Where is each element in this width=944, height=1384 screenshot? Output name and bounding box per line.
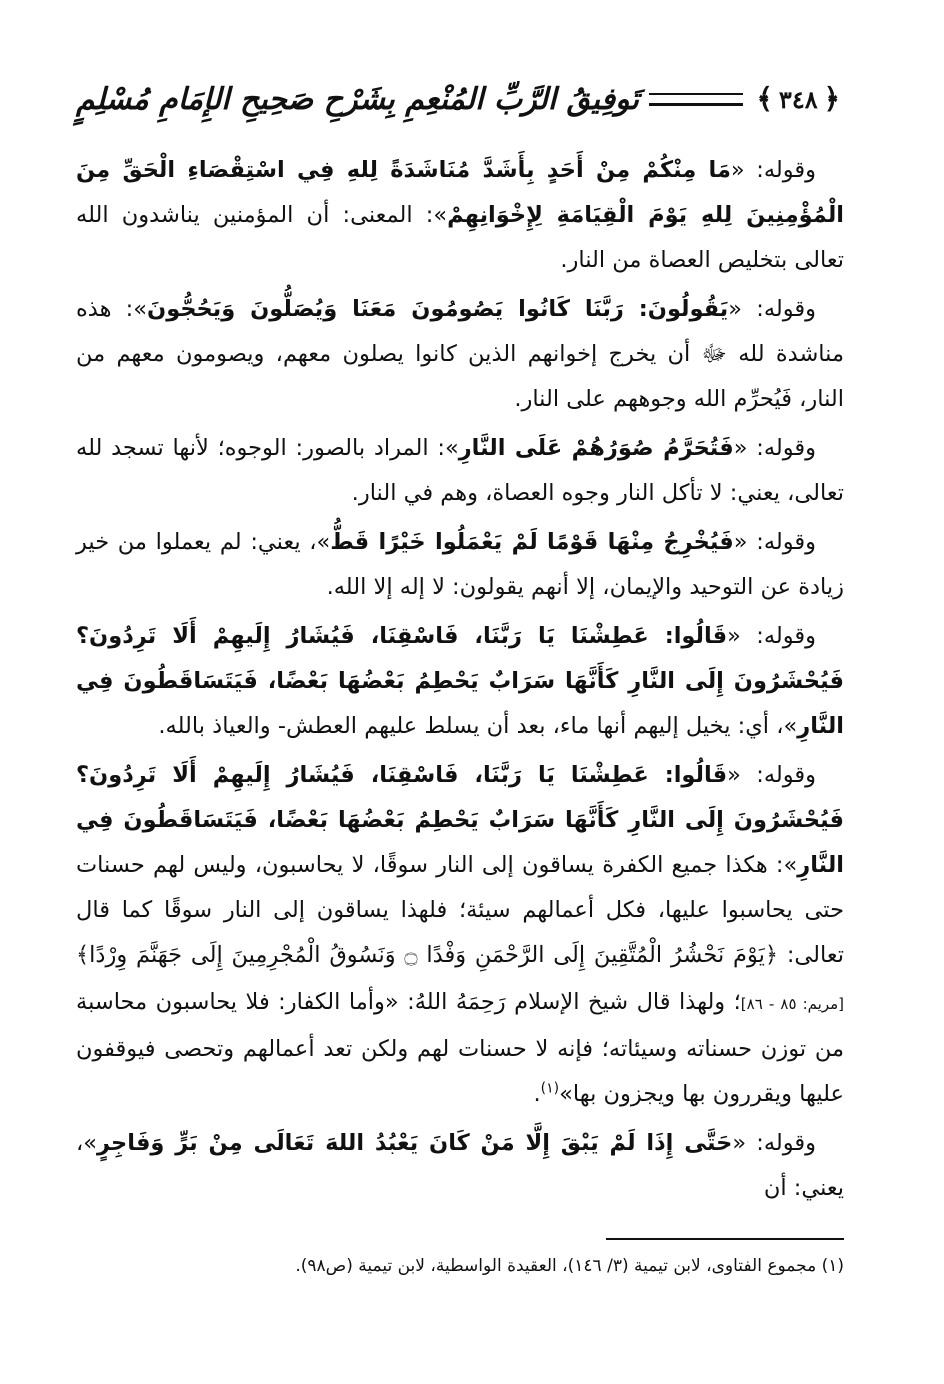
paragraph-intro: وقوله: « — [728, 296, 816, 322]
paragraph-3 — [76, 426, 844, 516]
paragraph-text: »، يعني: أن — [76, 1130, 844, 1201]
paragraph-7 — [76, 1121, 844, 1211]
ornament-left-icon: ﴾ — [756, 82, 773, 115]
quran-verse: ﴿يَوْمَ نَحْشُرُ الْمُتَّقِينَ إِلَى الرَّحْمَنِ وَفْدًا ۝ وَنَسُوقُ الْمُجْرِمِينَ إِلَى جَهَنَّمَ وِرْدًا﴾ — [76, 942, 779, 968]
paragraph-text: »: المراد بالصور: الوجوه؛ لأنها تسجد لله تعالى، يعني: لا تأكل النار وجوه العصاة، وهم في النار. — [76, 435, 844, 506]
verse-reference: [مريم: ٨٥ - ٨٦] — [740, 995, 844, 1013]
footnote-marker[interactable]: (١) — [540, 1080, 560, 1097]
paragraph-text-continued: ؛ ولهذا قال شيخ الإسلام رَحِمَهُ اللهُ: «وأما الكفار: فلا يحاسبون محاسبة من توزن حسناته وسيئاته؛ فإنه لا حسنات لهم ولكن تعد أعمالهم وتحصى فيوقفون عليها ويقررون بها ويجزون بها» — [76, 989, 844, 1107]
paragraph-end: . — [533, 1081, 541, 1107]
hadith-quote: فَيُخْرِجُ مِنْهَا قَوْمًا لَمْ يَعْمَلُوا خَيْرًا قَطُّ — [330, 529, 734, 555]
main-text — [76, 148, 844, 1215]
paragraph-intro: وقوله: « — [727, 762, 816, 788]
paragraph-text: »: هكذا جميع الكفرة يساقون إلى النار سوقًا، لا يحاسبون، وليس لهم حسنات حتى يحاسبوا عليها، فكل أعمالهم سيئة؛ فلهذا يساقون إلى النار سوقًا كما قال تعالى: — [76, 852, 844, 968]
ornament-right-icon: ﴿ — [823, 82, 840, 115]
header-rule — [649, 93, 743, 106]
hadith-quote: يَقُولُونَ: رَبَّنَا كَانُوا يَصُومُونَ مَعَنَا وَيُصَلُّونَ وَيَحُجُّونَ — [147, 296, 729, 322]
paragraph-1 — [76, 148, 844, 283]
book-page — [76, 50, 844, 1350]
paragraph-4 — [76, 520, 844, 610]
paragraph-5 — [76, 614, 844, 749]
footnote-separator — [606, 1238, 844, 1240]
footnote: (١) مجموع الفتاوى، لابن تيمية (٣/ ١٤٦)، العقيدة الواسطية، لابن تيمية (ص٩٨). — [295, 1256, 844, 1276]
hadith-quote: فَتُحَرَّمُ صُوَرُهُمْ عَلَى النَّارِ — [458, 435, 734, 461]
running-header — [76, 70, 844, 128]
book-title: تَوفِيقُ الرَّبِّ المُنْعِمِ بِشَرْحِ صَحِيحِ الإِمَامِ مُسْلِمٍ — [76, 81, 639, 117]
paragraph-intro: وقوله: « — [733, 529, 816, 555]
paragraph-6 — [76, 753, 844, 1117]
paragraph-text: »، أي: يخيل إليهم أنها ماء، بعد أن يسلط عليهم العطش- والعياذ بالله. — [158, 713, 798, 739]
paragraph-text: »: هذه مناشدة لله ﷻ أن يخرج إخوانهم الذين كانوا يصلون معهم، ويصومون معهم من النار، فَيُحرِّم الله وجوههم على النار. — [76, 296, 844, 412]
hadith-quote: حَتَّى إِذَا لَمْ يَبْقَ إِلَّا مَنْ كَانَ يَعْبُدُ اللهَ تَعَالَى مِنْ بَرٍّ وَفَاجِرٍ — [97, 1130, 733, 1156]
paragraph-intro: وقوله: « — [733, 435, 816, 461]
paragraph-2 — [76, 287, 844, 422]
hadith-quote: مَا مِنْكُمْ مِنْ أَحَدٍ بِأَشَدَّ مُنَاشَدَةً لِلهِ فِي اسْتِقْصَاءِ الْحَقِّ مِنَ الْمُؤْمِنِينَ لِلهِ يَوْمَ الْقِيَامَةِ لِإِخْوَانِهِمْ — [76, 157, 844, 228]
hadith-quote: قَالُوا: عَطِشْنَا يَا رَبَّنَا، فَاسْقِنَا، فَيُشَارُ إِلَيهِمْ أَلَا تَرِدُونَ؟ فَيُحْشَرُونَ إِلَى النَّارِ كَأَنَّهَا سَرَابٌ يَحْطِمُ بَعْضُهَا بَعْضًا، فَيَتَسَاقَطُونَ فِي النَّارِ — [76, 762, 844, 878]
page-number: ٣٤٨ — [778, 84, 818, 114]
hadith-quote: قَالُوا: عَطِشْنَا يَا رَبَّنَا، فَاسْقِنَا، فَيُشَارُ إِلَيهِمْ أَلَا تَرِدُونَ؟ فَيُحْشَرُونَ إِلَى النَّارِ كَأَنَّهَا سَرَابٌ يَحْطِمُ بَعْضُهَا بَعْضًا، فَيَتَسَاقَطُونَ فِي النَّارِ — [76, 623, 844, 739]
paragraph-text: »، يعني: لم يعملوا من خير زيادة عن التوحيد والإيمان، إلا أنهم يقولون: لا إله إلا الله. — [76, 529, 844, 600]
paragraph-intro: وقوله: « — [732, 1130, 816, 1156]
paragraph-intro: وقوله: « — [727, 623, 816, 649]
paragraph-intro: وقوله: « — [730, 157, 816, 183]
page-number-box — [753, 82, 844, 115]
paragraph-text: »: المعنى: أن المؤمنين يناشدون الله تعالى بتخليص العصاة من النار. — [76, 202, 844, 273]
